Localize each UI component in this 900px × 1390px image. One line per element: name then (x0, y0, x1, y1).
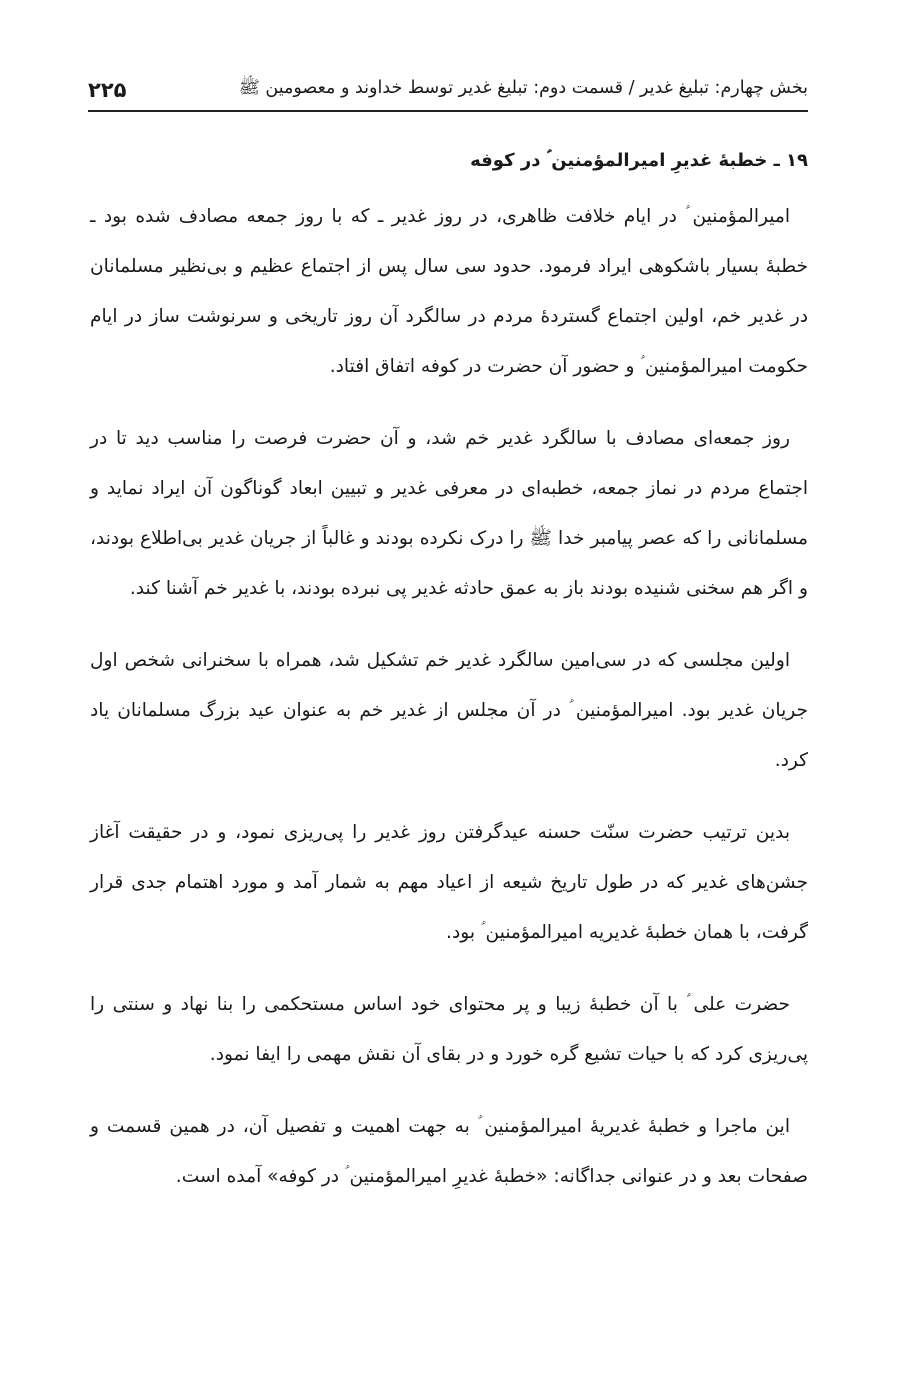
page-content (90, 140, 808, 1224)
running-header-title: بخش چهارم: تبلیغ غدیر / قسمت دوم: تبلیغ غدیر توسط خداوند و معصومین ﷺ (238, 78, 808, 98)
paragraph-6: این ماجرا و خطبۀ غدیریۀ امیرالمؤمنین ؑ به جهت اهمیت و تفصیل آن، در همین قسمت و صفحات بعد و در عنوانی جداگانه: «خطبۀ غدیرِ امیرالمؤمنین ؑ در کوفه» آمده است. (90, 1116, 808, 1187)
running-header (88, 72, 808, 112)
paragraph-3: اولین مجلسی که در سی‌امین سالگرد غدیر خم تشکیل شد، همراه با سخنرانی شخص اول جریان غدیر بود. امیرالمؤمنین ؑ در آن مجلس از غدیر خم به عنوان عید بزرگ مسلمانان یاد کرد. (90, 650, 808, 771)
paragraph-1: امیرالمؤمنین ؑ در ایام خلافت ظاهری، در روز غدیر ـ که با روز جمعه مصادف شده بود ـ خطبۀ بسیار باشکوهی ایراد فرمود. حدود سی سال پس از اجتماع عظیم و بی‌نظیر مسلمانان در غدیر خم، اولین اجتماع گستردۀ مردم در سالگرد آن روز تاریخی و سرنوشت ساز در ایام حکومت امیرالمؤمنین ؑ و حضور آن حضرت در کوفه اتفاق افتاد. (90, 206, 808, 377)
section-heading: ۱۹ ـ خطبۀ غدیرِ امیرالمؤمنین ؑ در کوفه (470, 150, 808, 171)
paragraph-2: روز جمعه‌ای مصادف با سالگرد غدیر خم شد، و آن حضرت فرصت را مناسب دید تا در اجتماع مردم در نماز جمعه، خطبه‌ای در معرفی غدیر و تبیین ابعاد گوناگون آن ایراد نماید و مسلمانانی را که عصر پیامبر خدا ﷺ را درک نکرده بودند و غالباً از جریان غدیر بی‌اطلاع بودند، و اگر هم سخنی شنیده بودند باز به عمق حادثه غدیر پی نبرده بودند، با غدیر خم آشنا کند. (90, 428, 808, 599)
paragraph-4: بدین ترتیب حضرت سنّت حسنه عیدگرفتن روز غدیر را پی‌ریزی نمود، و در حقیقت آغاز جشن‌های غدیر که در طول تاریخ شیعه از اعیاد مهم به شمار آمد و مورد اهتمام جدی قرار گرفت، با همان خطبۀ غدیریه امیرالمؤمنین ؑ بود. (90, 822, 808, 943)
paragraph-5: حضرت علی ؑ با آن خطبۀ زیبا و پر محتوای خود اساس مستحکمی را بنا نهاد و سنتی را پی‌ریزی کرد که با حیات تشیع گره خورد و در بقای آن نقش مهمی را ایفا نمود. (90, 994, 808, 1065)
page-number: ۲۲۵ (88, 78, 127, 102)
